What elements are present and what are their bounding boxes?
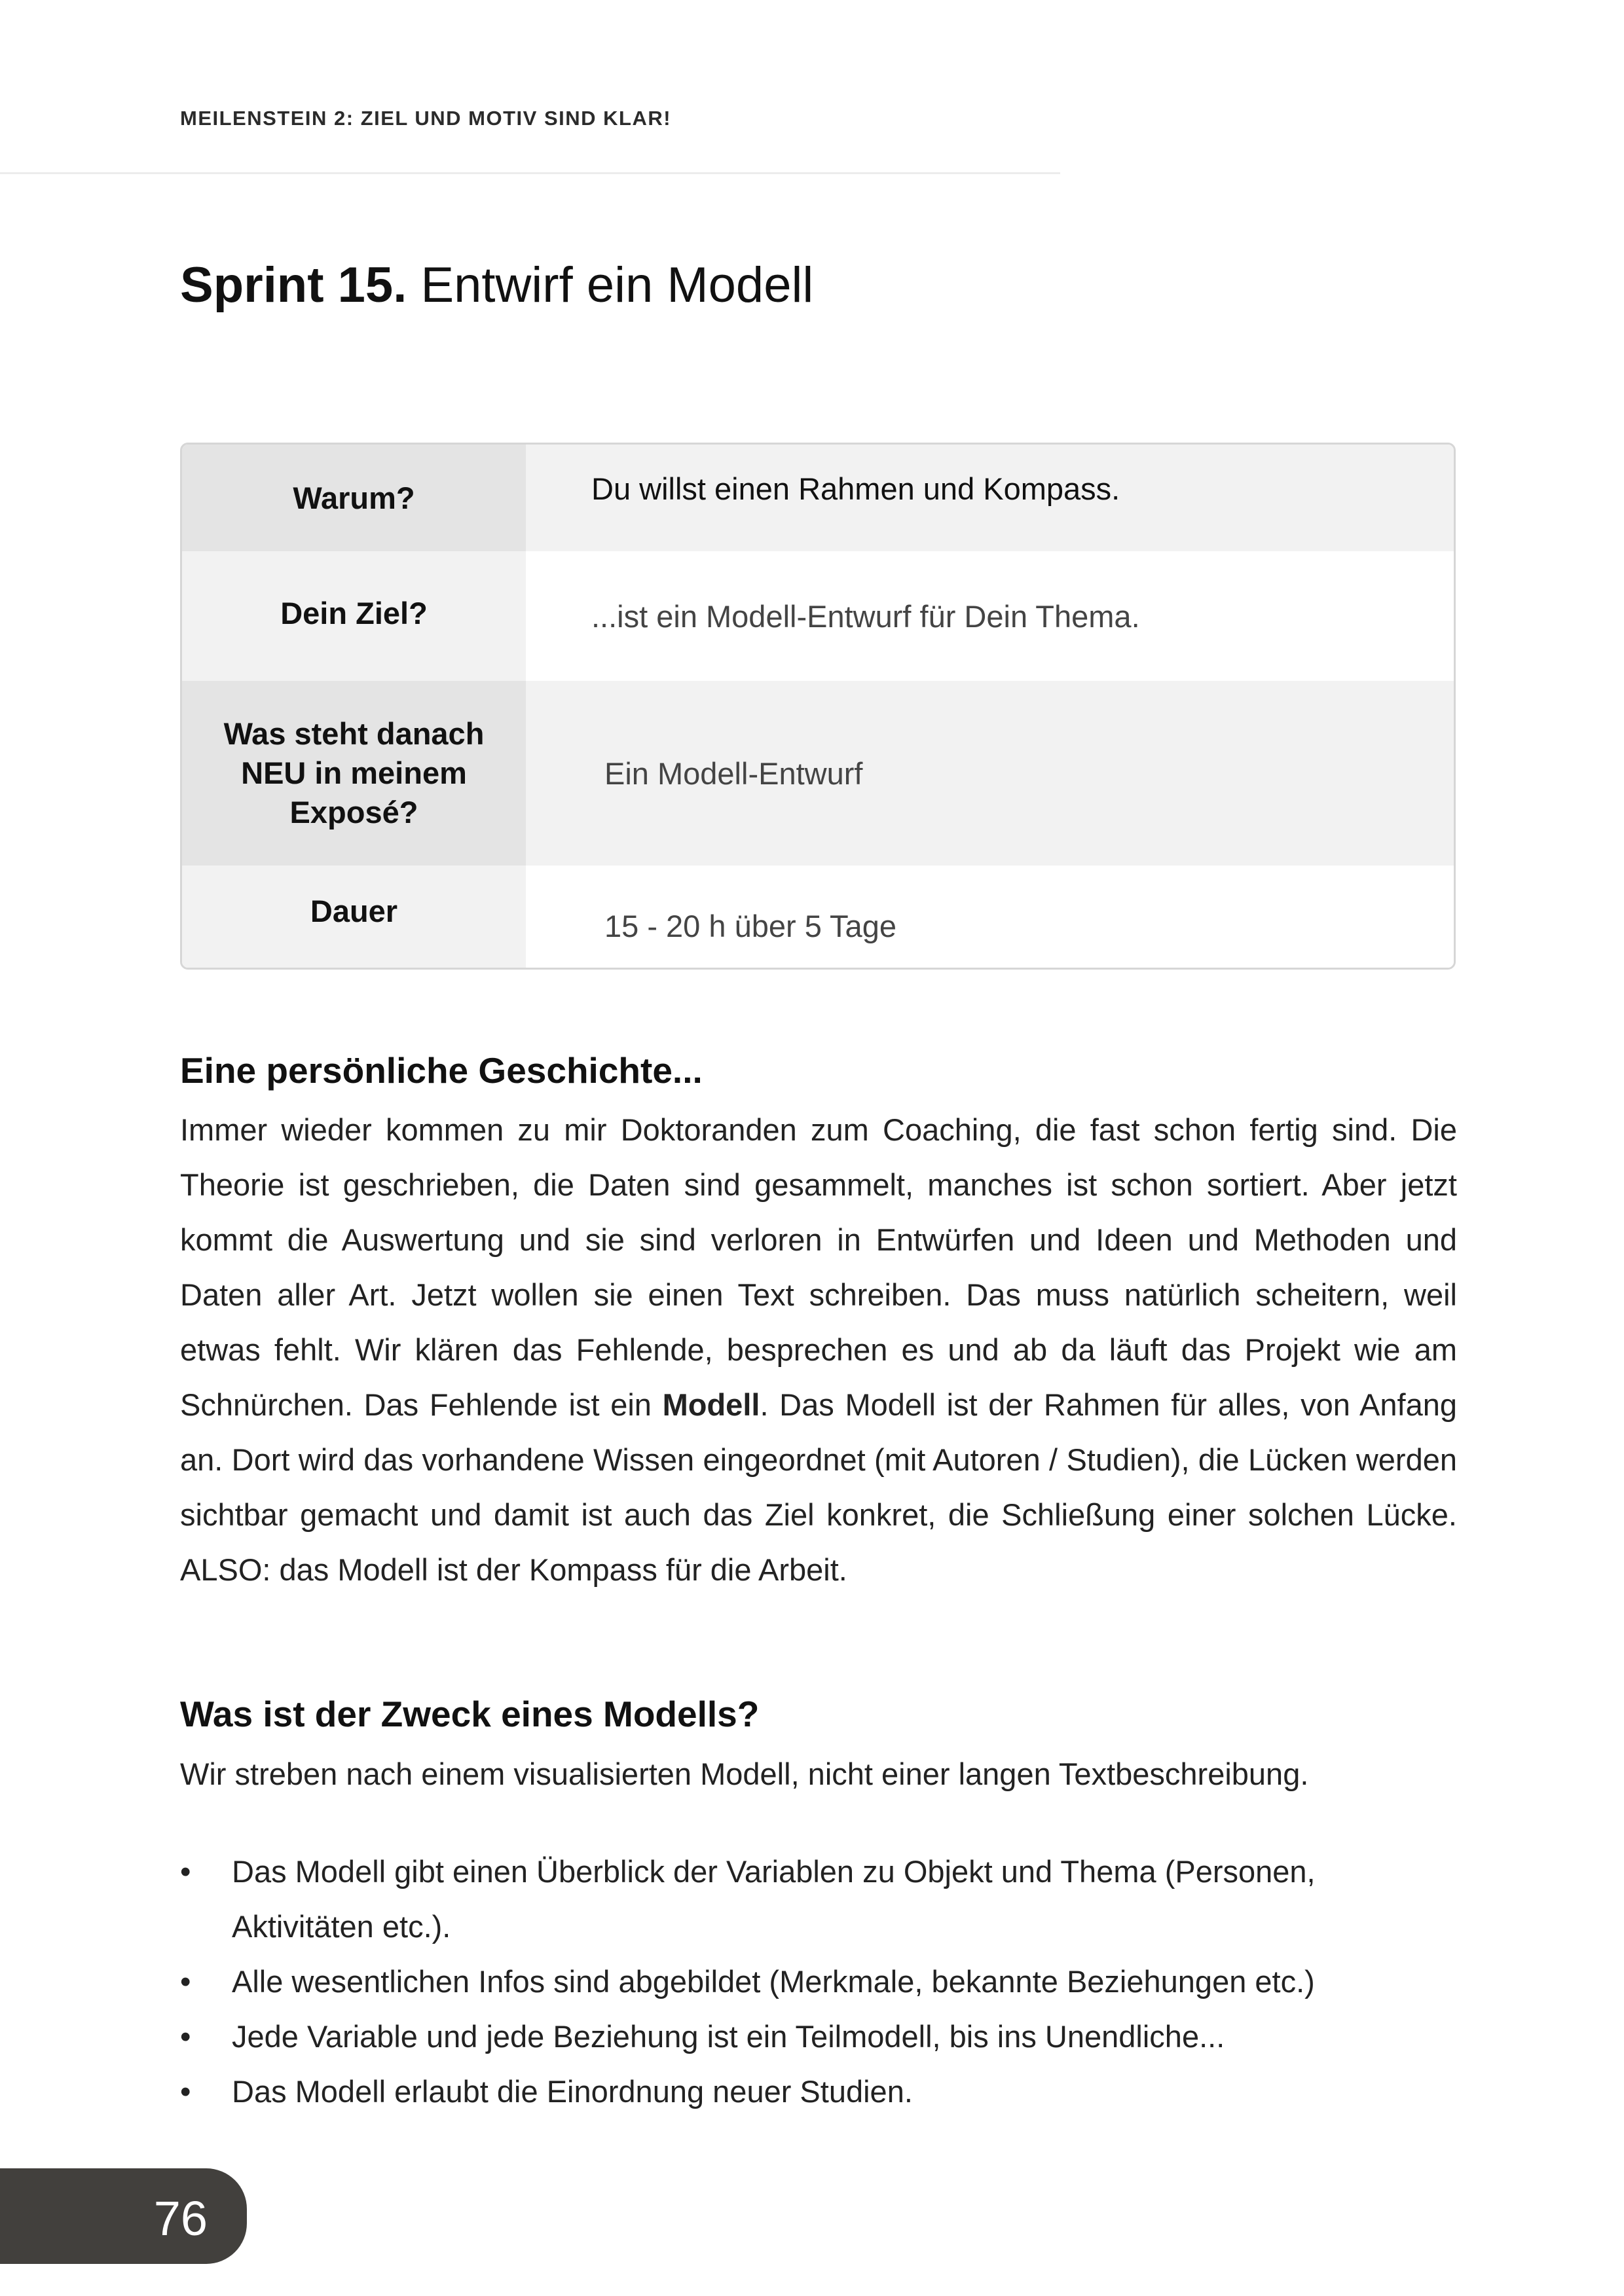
bullet-icon: • [180,2074,191,2109]
row-value: 15 - 20 h über 5 Tage [526,866,1454,970]
list-item-text: Jede Variable und jede Beziehung ist ein Teilmodell, bis ins Unendliche... [232,2019,1225,2054]
running-head: MEILENSTEIN 2: ZIEL UND MOTIV SIND KLAR! [180,107,672,130]
paragraph-text: . Das Modell ist der Rahmen für alles, von Anfang an. Dort wird das vorhandene Wissen eingeordnet (mit Autoren / Studien), die Lücken werden sichtbar gemacht und damit ist auch das Ziel konkret, die Schließung einer solchen Lücke. ALSO: das Modell ist der Kompass für die Arbeit. [180,1387,1457,1587]
bullet-icon: • [180,1854,191,1889]
list-item-text: Das Modell erlaubt die Einordnung neuer Studien. [232,2074,913,2109]
bullet-icon: • [180,2019,191,2054]
row-label: Was steht danach NEU in meinem Exposé? [182,681,526,866]
table-row [182,445,1454,551]
header-divider [0,172,1060,174]
row-label: Dauer [182,866,526,970]
bullet-icon: • [180,1964,191,1999]
row-value: Ein Modell-Entwurf [526,681,1454,866]
intro-paragraph: Wir streben nach einem visualisierten Modell, nicht einer langen Textbeschreibung. [180,1757,1309,1791]
section-heading: Was ist der Zweck eines Modells? [180,1694,760,1734]
story-paragraph [180,1102,1457,1597]
table-row [182,866,1454,970]
bullet-list [180,1844,1457,2119]
table-row [182,681,1454,866]
paragraph-text: Immer wieder kommen zu mir Doktoranden zum Coaching, die fast schon fertig sind. Die Theorie ist geschrieben, die Daten sind gesammelt, manches ist schon sortiert. Aber jetzt kommt die Auswertung und sie sind verloren in Entwürfen und Ideen und Methoden und Daten aller Art. Jetzt wollen sie einen Text schreiben. Das muss natürlich scheitern, weil etwas fehlt. Wir klären das Fehlende, besprechen es und ab da läuft das Projekt wie am Schnürchen. Das Fehlende ist ein [180,1112,1457,1422]
list-item-text: Alle wesentlichen Infos sind abgebildet (Merkmale, bekannte Beziehungen etc.) [232,1964,1315,1999]
page-number-tab [0,2168,247,2264]
page-number: 76 [153,2191,208,2246]
sprint-number: Sprint 15. [180,257,407,313]
list-item [180,2009,1457,2064]
row-label: Dein Ziel? [182,551,526,681]
emphasis-word: Modell [662,1387,760,1422]
row-value: ...ist ein Modell-Entwurf für Dein Thema. [526,551,1454,681]
list-item [180,2064,1457,2119]
table-row [182,551,1454,681]
list-item-text: Das Modell gibt einen Überblick der Variablen zu Objekt und Thema (Personen, Aktivitäten etc.). [232,1854,1316,1944]
row-value: Du willst einen Rahmen und Kompass. [526,445,1454,551]
sprint-info-table [180,443,1456,970]
list-item [180,1954,1457,2009]
sprint-title: Entwirf ein Modell [420,257,814,313]
row-label: Warum? [182,445,526,551]
list-item [180,1844,1457,1954]
section-heading: Eine persönliche Geschichte... [180,1050,703,1091]
page-title [180,257,813,314]
